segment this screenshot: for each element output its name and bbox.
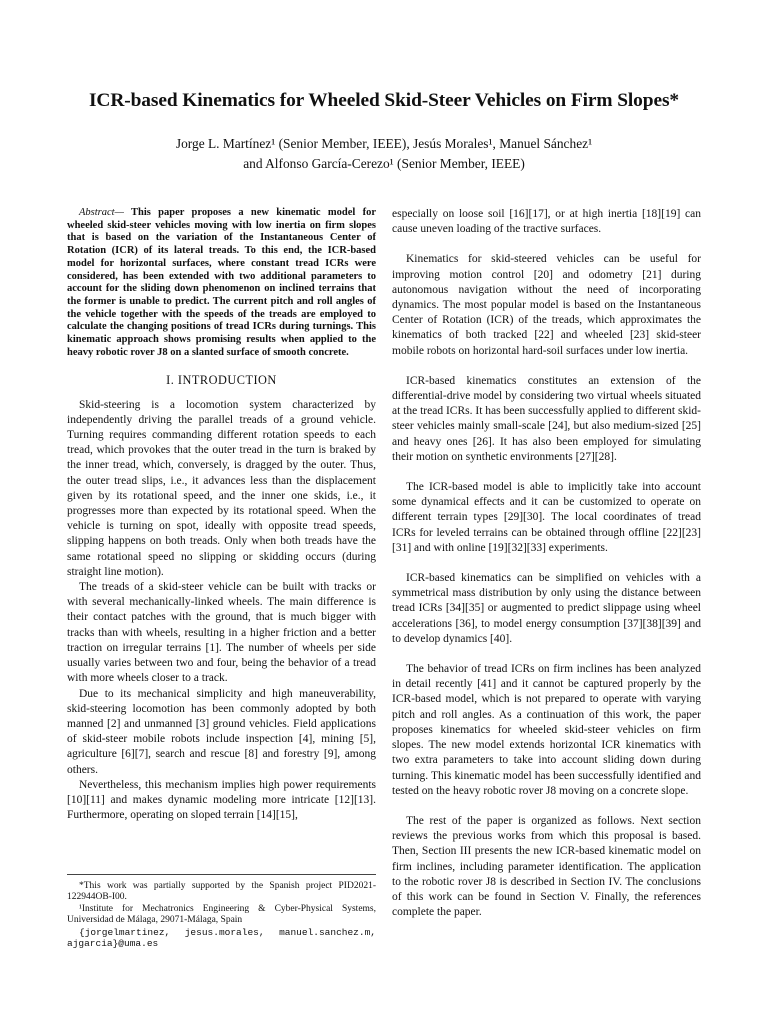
affiliation-footnote: ¹Institute for Mechatronics Engineering & Cyber-Physical Systems, Universidad de Málaga, 29071-Málaga, Spain (67, 903, 376, 926)
author-line-2: and Alfonso García-Cerezo¹ (Senior Member, IEEE) (243, 156, 525, 171)
funding-footnote: *This work was partially supported by the Spanish project PID2021-122944OB-I00. (67, 881, 376, 903)
author-line-1: Jorge L. Martínez¹ (Senior Member, IEEE), Jesús Morales¹, Manuel Sánchez¹ (175, 136, 593, 151)
paragraph: Kinematics for skid-steered vehicles can be useful for improving motion control [20] and odometry [21] during autonomous navigation without the need of incorporating dynamics. The most popular model is based on the Instantaneous Center of Rotation (ICR) of the treads, which approximates the kinematics of both tracked [22] and wheeled [23] skid-steer mobile robots on horizontal hard-soil surfaces under low inertia. (392, 253, 701, 357)
paragraph: ICR-based kinematics can be simplified on vehicles with a symmetrical mass distribution by only using the distance between tread ICRs [34][35] or augmented to predict slippage using wheel accelerations [36], to model energy consumption [37][38][39] and to develop dynamics [40]. (392, 572, 701, 645)
paragraph: The ICR-based model is able to implicitly take into account some dynamical effects and it can be customized to operate on different terrain types [29][30]. The local coordinates of tread ICRs for leveled terrains can be obtained through offline [22][23][31] and with online [19][32][33] experiments. (392, 481, 701, 554)
author-list (30, 134, 738, 174)
abstract-label: Abstract— (79, 207, 124, 218)
paragraph: especially on loose soil [16][17], or at high inertia [18][19] can cause uneven loading of the tractive surfaces. (392, 208, 701, 236)
section-heading-introduction: I. INTRODUCTION (166, 373, 277, 388)
paper-title: ICR-based Kinematics for Wheeled Skid-Steer Vehicles on Firm Slopes* (88, 90, 679, 111)
email-footnote: {jorgelmartinez, jesus.morales, manuel.sanchez.m, ajgarcia}@uma.es (67, 926, 376, 950)
right-column (392, 207, 701, 935)
paragraph: Nevertheless, this mechanism implies high power requirements [10][11] and makes dynamic modeling more intricate [12][13]. Furthermore, operating on sloped terrain [14][15], (67, 778, 376, 822)
paragraph: The behavior of tread ICRs on firm inclines has been analyzed in detail recently [41] and it cannot be captured properly by the ICR-based model, which is not prepared to operate with varying pitch and roll angles. As a continuation of this work, the paper proposes kinematics for wheeled skid-steer vehicles on firm slopes. The new model extends horizontal ICR kinematics with two extra parameters to take into account sliding down during turning. This kinematic model has been successfully identified and tested on the heavy robotic rover J8 moving on a concrete slope. (392, 663, 701, 797)
abstract (67, 207, 376, 359)
paragraph: Skid-steering is a locomotion system characterized by independently driving the parallel treads of a ground vehicle. Turning requires commanding different rotation speeds to each tread, which provokes that the outer tread in the turn is braked by the inner tread, which, conversely, is dragged by the outer. Thus, the outer tread slips, i.e., it advances less than the displacement given by its rotational speed, and the inner one skids, i.e., it progresses more than expected by its rotational speed. When the vehicle is turning on spot, ideally with opposite tread speeds, slipping happens on both treads. Only when both treads have the same rotational speed no slipping or skidding occurs (during straight line motion). (67, 398, 376, 578)
abstract-text: This paper proposes a new kinematic model for wheeled skid-steer vehicles moving with low inertia on firm slopes that is based on the variation of the Instantaneous Center of Rotation (ICR) of its lateral treads. To this end, the ICR-based model for horizontal surfaces, where constant tread ICRs were considered, has been extended with two additional parameters to account for the sliding down phenomenon on inclined terrains that the former is unable to predict. The current pitch and roll angles of the vehicle together with the speeds of the treads are employed to calculate the changing positions of tread ICRs during turnings. This kinematic approach shows promising results when applied to the heavy robotic rover J8 on a slanted surface of smooth concrete. (67, 207, 376, 358)
paragraph: Due to its mechanical simplicity and high maneuverability, skid-steering locomotion has been commonly adopted by both manned [2] and unmanned [3] ground vehicles. Field applications of skid-steer mobile robots include inspection [4], mining [5], agriculture [6][7], search and rescue [8] and forestry [9], among others. (67, 687, 376, 776)
paragraph: The rest of the paper is organized as follows. Next section reviews the previous works from which this proposal is based. Then, Section III presents the new ICR-based kinematic model on firm inclines, including parameter identification. The application to the robotic rover J8 is described in Section IV. The conclusions of this work can be found in Section V. Finally, the references complete the paper. (392, 814, 701, 919)
left-column (67, 207, 376, 823)
footnotes (67, 874, 376, 949)
paragraph: ICR-based kinematics constitutes an extension of the differential-drive model by considering two virtual wheels situated at the tread ICRs. It has been successfully applied to different skid-steer vehicles mainly small-scale [24], but also medium-sized [25] and heavy ones [26]. It has also been employed for simulating their motion on synthetic environments [27][28]. (392, 374, 701, 463)
paragraph: The treads of a skid-steer vehicle can be built with tracks or with several mechanically-linked wheels. The main difference is their contact patches with the ground, that is much bigger with tracks than with wheels, resulting in a higher friction and a better traction on irregular terrains [1]. The number of wheels per side usually varies between two and four, being the behavior of a tread with more wheels closer to a track. (67, 581, 376, 685)
